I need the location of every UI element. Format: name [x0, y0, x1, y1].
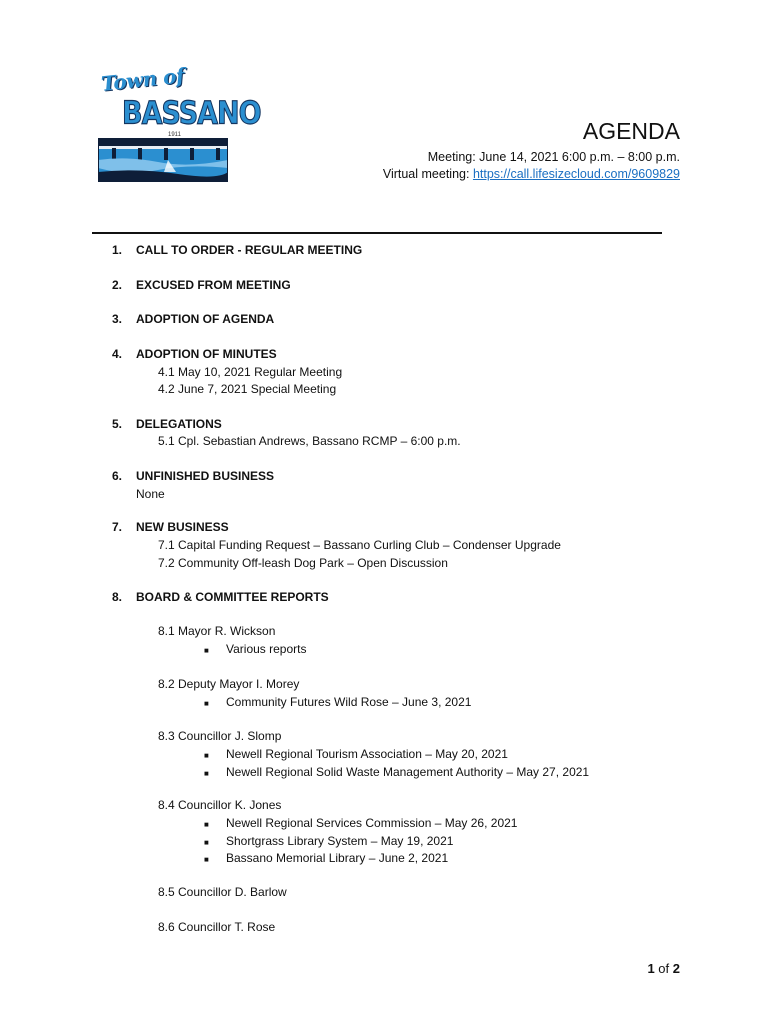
agenda-subitem: 5.1 Cpl. Sebastian Andrews, Bassano RCMP – 6:00 p.m. — [158, 434, 461, 448]
bullet-icon: ■ — [204, 855, 209, 864]
bullet-icon: ■ — [204, 820, 209, 829]
page-indicator — [647, 961, 680, 976]
logo-bassano: BASSANO — [122, 96, 261, 132]
agenda-item-title: ADOPTION OF MINUTES — [136, 347, 277, 361]
agenda-item-number: 6. — [112, 469, 123, 483]
report-label: 8.2 Deputy Mayor I. Morey — [158, 677, 300, 691]
report-bullet-text: Various reports — [226, 642, 307, 656]
report-label: 8.4 Councillor K. Jones — [158, 798, 282, 812]
virtual-meeting-label: Virtual meeting: — [382, 167, 473, 181]
bullet-icon: ■ — [204, 751, 209, 760]
bullet-icon: ■ — [204, 699, 209, 708]
bullet-icon: ■ — [204, 768, 209, 778]
page-total: 2 — [672, 961, 680, 976]
agenda-item-title: ADOPTION OF AGENDA — [136, 312, 275, 326]
meeting-time: Meeting: June 14, 2021 6:00 p.m. – 8:00 p.m. — [427, 150, 680, 164]
agenda-item-number: 4. — [112, 347, 123, 361]
agenda-item-title: UNFINISHED BUSINESS — [136, 469, 275, 483]
agenda-item-title: BOARD & COMMITTEE REPORTS — [136, 590, 329, 604]
agenda-item-title: DELEGATIONS — [136, 417, 222, 431]
agenda-subitem: 7.2 Community Off-leash Dog Park – Open Discussion — [158, 556, 448, 570]
agenda-item-title: CALL TO ORDER - REGULAR MEETING — [136, 243, 363, 257]
agenda-item-number: 8. — [112, 590, 123, 604]
agenda-subitem: 4.1 May 10, 2021 Regular Meeting — [158, 365, 343, 379]
report-bullet-text: Shortgrass Library System – May 19, 2021 — [226, 833, 454, 848]
bullet-icon: ■ — [204, 646, 209, 655]
report-bullet-text: Newell Regional Services Commission – May 26, 2021 — [226, 816, 518, 830]
report-label: 8.6 Councillor T. Rose — [158, 920, 276, 934]
agenda-item-title: EXCUSED FROM MEETING — [136, 278, 291, 292]
agenda-item-number: 1. — [112, 243, 123, 257]
agenda-item-number: 5. — [112, 417, 123, 431]
agenda-subitem: 7.1 Capital Funding Request – Bassano Curling Club – Condenser Upgrade — [158, 538, 561, 552]
report-bullet-text: Newell Regional Tourism Association – May 20, 2021 — [226, 747, 508, 761]
agenda-title: AGENDA — [582, 118, 680, 144]
bullet-icon: ■ — [204, 837, 209, 847]
report-label: 8.3 Councillor J. Slomp — [158, 729, 282, 743]
agenda-item-number: 7. — [112, 520, 123, 534]
page-of: of — [654, 961, 673, 976]
agenda-item-number: 2. — [112, 278, 123, 292]
logo-estd: 1911 — [168, 132, 181, 138]
report-label: 8.1 Mayor R. Wickson — [158, 624, 276, 638]
page-current: 1 — [647, 961, 655, 976]
report-bullet-text: Community Futures Wild Rose – June 3, 2021 — [226, 695, 472, 709]
agenda-subitem: 4.2 June 7, 2021 Special Meeting — [158, 382, 337, 396]
agenda-item-number: 3. — [112, 312, 123, 326]
report-bullet-text: Newell Regional Solid Waste Management Authority – May 27, 2021 — [226, 764, 590, 779]
virtual-meeting-link[interactable]: https://call.lifesizecloud.com/9609829 — [472, 167, 680, 181]
agenda-item-note: None — [136, 487, 165, 501]
logo-town-of: Town of — [100, 63, 186, 96]
report-label: 8.5 Councillor D. Barlow — [158, 885, 287, 899]
agenda-item-title: NEW BUSINESS — [136, 520, 229, 534]
report-bullet-text: Bassano Memorial Library – June 2, 2021 — [226, 851, 449, 865]
